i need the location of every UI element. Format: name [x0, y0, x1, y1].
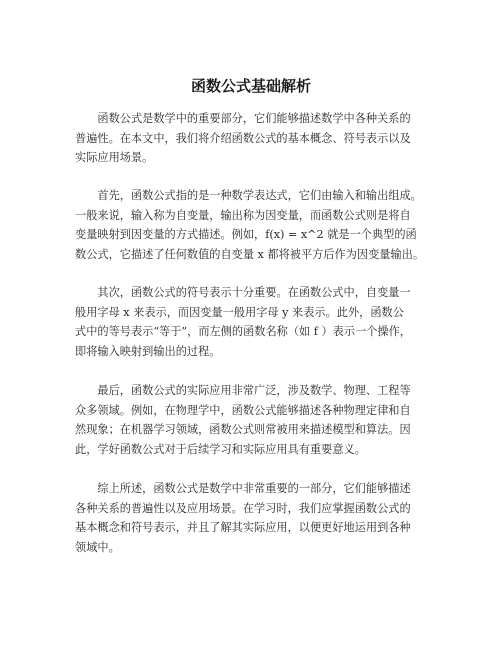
paragraph-line: 普遍性。在本文中，我们将介绍函数公式的基本概念、符号表示以及	[75, 131, 411, 145]
paragraph-line: 其次，函数公式的符号表示十分重要。在函数公式中，自变量一	[75, 286, 411, 299]
paragraph-line: 实际应用场景。	[75, 151, 154, 164]
paragraph-line: 此，学好函数公式对于后续学习和实际应用具有重要意义。	[75, 442, 366, 456]
paragraph-intro	[75, 109, 447, 168]
paragraph-line: 一般来说，输入称为自变量，输出称为因变量，而函数公式则是将自	[75, 208, 411, 222]
paragraph-line: 最后，函数公式的实际应用非常广泛，涉及数学、物理、工程等	[75, 384, 411, 397]
paragraph-applications	[75, 381, 447, 459]
paragraph-line: 综上所述，函数公式是数学中非常重要的一部分，它们能够描述	[75, 482, 411, 495]
paragraph-notation	[75, 283, 447, 361]
paragraph-line: 众多领域。例如，在物理学中，函数公式能够描述各种物理定律和自	[75, 403, 411, 417]
paragraph-conclusion	[75, 479, 447, 557]
paragraph-line: 然现象；在机器学习领域，函数公式则常被用来描述模型和算法。因	[75, 423, 411, 436]
paragraph-line: 各种关系的普遍性以及应用场景。在学习时，我们应掌握函数公式的	[75, 501, 411, 515]
paragraph-definition	[75, 186, 447, 264]
paragraph-line: 即将输入映射到输出的过程。	[75, 344, 221, 358]
paragraph-line: 数公式，它描述了任何数值的自变量 x 都将被平方后作为因变量输出。	[75, 247, 425, 261]
paragraph-line: 基本概念和符号表示，并且了解其实际应用，以便更好地运用到各种	[75, 521, 411, 534]
paragraph-line: 领域中。	[75, 540, 120, 554]
paragraph-line: 首先，函数公式指的是一种数学表达式，它们由输入和输出组成。	[75, 189, 422, 202]
paragraph-line: 般用字母 x 来表示，而因变量一般用字母 y 来表示。此外，函数公	[75, 305, 404, 319]
paragraph-line: 式中的等号表示“等于”，而左侧的函数名称（如 f ）表示一个操作，	[75, 325, 411, 338]
paragraph-line: 函数公式是数学中的重要部分，它们能够描述数学中各种关系的	[75, 112, 411, 125]
paragraph-line: 变量映射到因变量的方式描述。例如，f(x) = x^2 就是一个典型的函	[75, 228, 417, 241]
document-title: 函数公式基础解析	[190, 77, 311, 95]
